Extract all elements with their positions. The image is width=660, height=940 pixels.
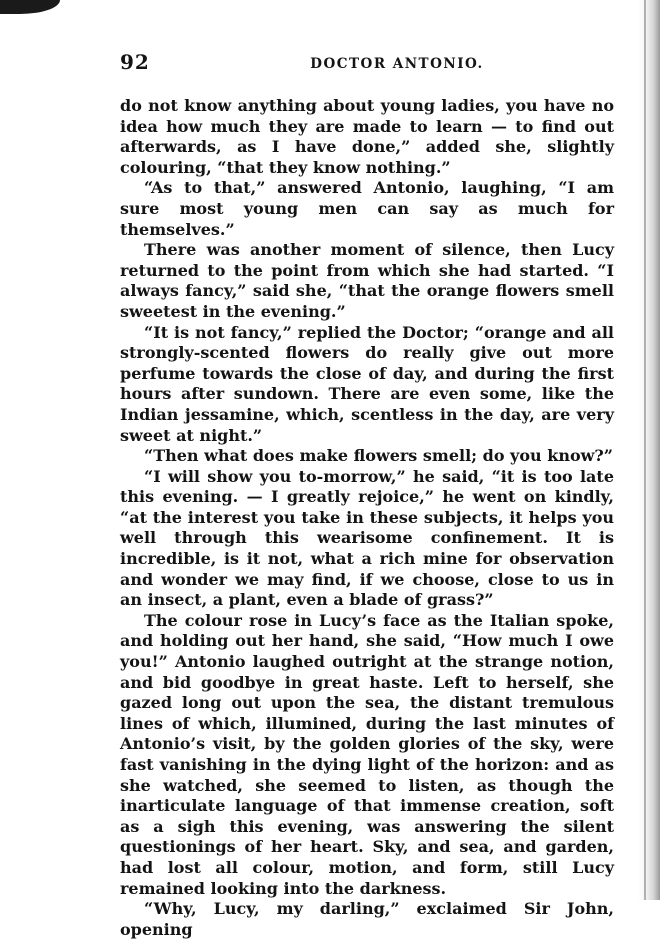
- page-number: 92: [120, 50, 150, 74]
- paragraph: “I will show you to-morrow,” he said, “it is too late this evening. — I greatly rejoice,” he went on kindly, “at the interest you take in these subjects, it helps you well through this wearisome confinement. It is incredible, is it not, what a rich mine for observation and wonder we may find, if we choose, close to us in an insect, a plant, even a blade of grass?”: [120, 466, 614, 610]
- running-head: [120, 50, 614, 78]
- paragraph: “It is not fancy,” replied the Doctor; “orange and all strongly-scented flowers do really give out more perfume towards the close of day, and during the first hours after sundown. There are even some, like the Indian jessamine, which, scentless in the day, are very sweet at night.”: [120, 322, 614, 445]
- paragraph: There was another moment of silence, then Lucy returned to the point from which she had started. “I always fancy,” said she, “that the orange flowers smell sweetest in the evening.”: [120, 240, 614, 321]
- book-page: [120, 50, 614, 940]
- paragraph: “Why, Lucy, my darling,” exclaimed Sir John, opening: [120, 899, 614, 939]
- paragraph: do not know anything about young ladies, you have no idea how much they are made to learn — to find out afterwards, as I have done,” added she, slightly colouring, “that they know nothing.”: [120, 96, 614, 177]
- running-title: DOCTOR ANTONIO.: [310, 56, 484, 72]
- paragraph: “Then what does make flowers smell; do you know?”: [144, 446, 613, 466]
- page-corner-shadow: [0, 0, 60, 14]
- book-gutter: [638, 0, 660, 900]
- paragraph: “As to that,” answered Antonio, laughing, “I am sure most young men can say as much for themselves.”: [120, 178, 614, 239]
- gutter-edge-line: [644, 0, 646, 900]
- body-text: [120, 96, 614, 940]
- paragraph: The colour rose in Lucy’s face as the Italian spoke, and holding out her hand, she said, “How much I owe you!” Antonio laughed outright at the strange notion, and bid goodbye in great haste. Left to herself, she gazed long out upon the sea, the distant tremulous lines of which, illumined, during the last minutes of Antonio’s visit, by the golden glories of the sky, were fast vanishing in the dying light of the horizon: and as she watched, she seemed to listen, as though the inarticulate language of that immense creation, soft as a sigh this evening, was answering the silent questionings of her heart. Sky, and sea, and garden, had lost all colour, motion, and form, still Lucy remained looking into the darkness.: [120, 610, 614, 898]
